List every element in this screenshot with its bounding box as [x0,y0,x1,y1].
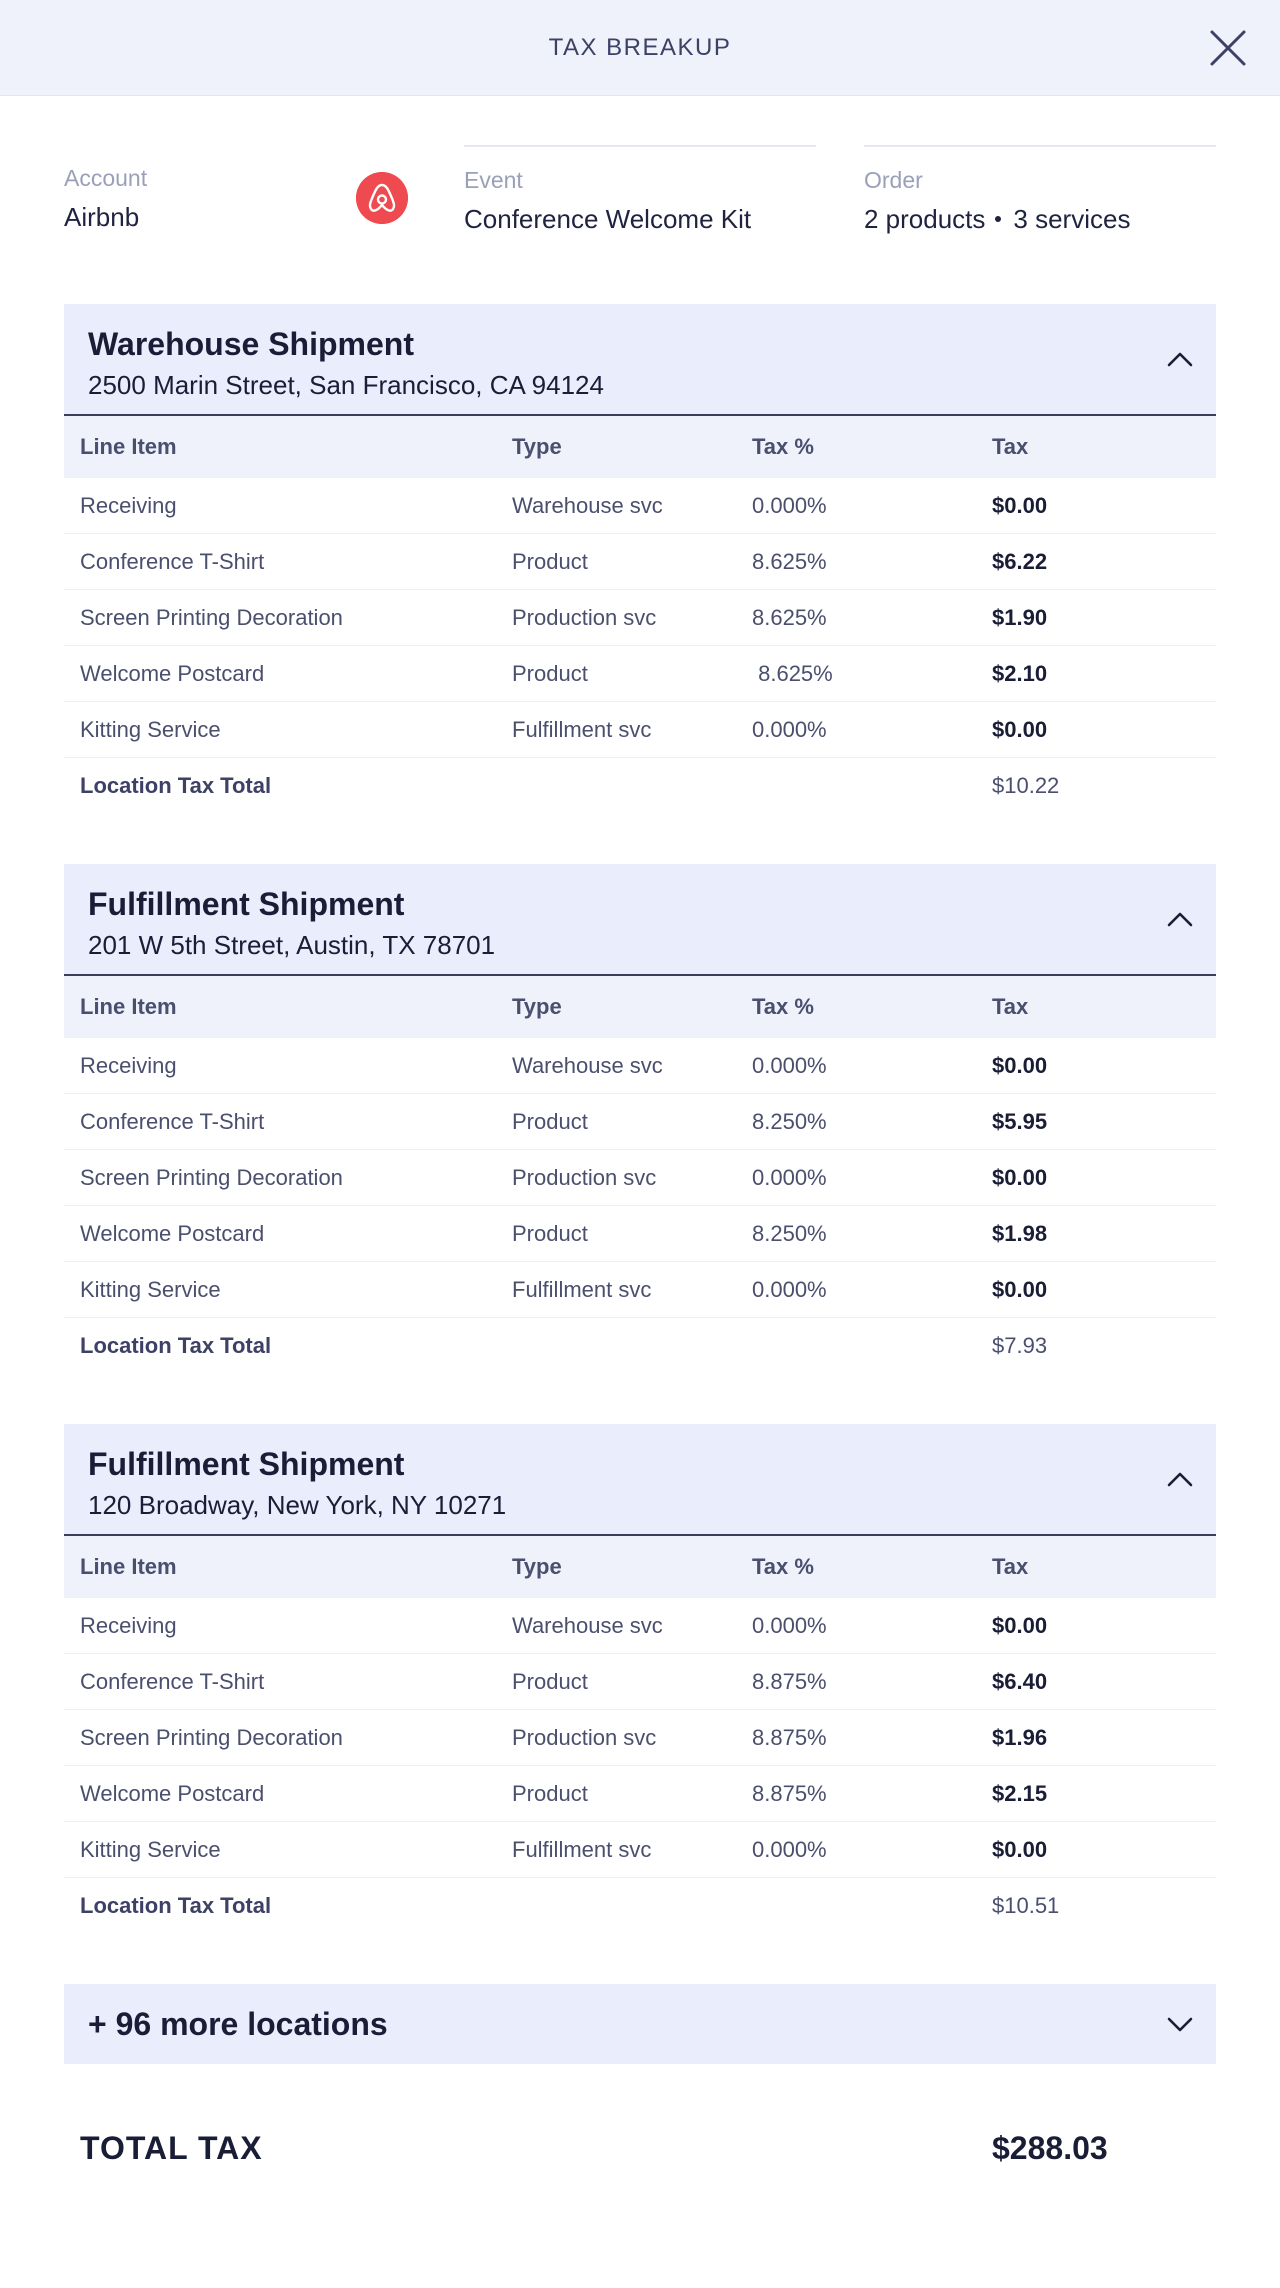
location-total-value: $7.93 [992,1333,1048,1358]
line-type: Product [512,1108,588,1134]
order-value [864,201,1216,237]
modal-title: TAX BREAKUP [548,34,732,61]
order-label: Order [864,167,923,193]
order-products: 2 products [864,204,986,234]
location-total-row [64,1878,1216,1934]
col-tax: Tax [992,434,1029,459]
location-address: 201 W 5th Street, Austin, TX 78701 [88,930,496,960]
modal-header [0,0,1280,96]
table-header [64,416,1216,478]
line-tax-pct: 8.875% [752,1668,827,1694]
location-header[interactable] [64,304,1216,416]
event-info [464,145,816,237]
line-type: Production svc [512,604,657,630]
line-item: Conference T-Shirt [80,548,265,574]
table-row [64,1822,1216,1878]
location-title: Fulfillment Shipment [88,886,405,922]
line-item: Receiving [80,492,177,518]
col-tax: Tax [992,1554,1029,1579]
chevron-up-icon[interactable] [1164,904,1196,936]
table-row [64,1598,1216,1654]
location-address: 120 Broadway, New York, NY 10271 [88,1490,507,1520]
col-tax: Tax [992,994,1029,1019]
line-type: Warehouse svc [512,1612,663,1638]
location-total-value: $10.22 [992,773,1060,798]
line-item: Welcome Postcard [80,1220,265,1246]
line-tax-pct: 8.625% [752,604,827,630]
line-type: Fulfillment svc [512,1276,652,1302]
location-header[interactable] [64,864,1216,976]
total-tax-row [80,2130,1180,2180]
col-type: Type [512,1554,562,1579]
location-section [64,304,1216,814]
col-type: Type [512,994,562,1019]
line-tax-pct: 8.875% [752,1780,827,1806]
table-header [64,976,1216,1038]
line-item: Welcome Postcard [80,660,265,686]
airbnb-logo-icon [356,172,408,224]
table-header [64,1536,1216,1598]
location-header[interactable] [64,1424,1216,1536]
table-row [64,534,1216,590]
order-services: 3 services [1013,204,1131,234]
line-tax: $1.96 [992,1724,1048,1750]
location-title: Warehouse Shipment [88,326,414,362]
line-tax-pct: 8.625% [752,660,833,686]
event-label: Event [464,167,523,193]
table-row [64,590,1216,646]
line-type: Production svc [512,1724,657,1750]
table-row [64,1654,1216,1710]
line-tax-pct: 8.250% [752,1220,827,1246]
line-tax: $6.22 [992,548,1048,574]
location-address: 2500 Marin Street, San Francisco, CA 94124 [88,370,604,400]
table-row [64,478,1216,534]
line-item: Receiving [80,1612,177,1638]
line-type: Warehouse svc [512,1052,663,1078]
line-tax-pct: 8.875% [752,1724,827,1750]
table-row [64,1710,1216,1766]
col-line-item: Line Item [80,434,177,459]
chevron-down-icon[interactable] [1164,2008,1196,2040]
line-tax: $0.00 [992,1052,1048,1078]
table-row [64,1766,1216,1822]
line-item: Conference T-Shirt [80,1668,265,1694]
line-item: Conference T-Shirt [80,1108,265,1134]
table-row [64,1150,1216,1206]
line-item: Welcome Postcard [80,1780,265,1806]
location-total-label: Location Tax Total [80,773,272,798]
table-row [64,1094,1216,1150]
line-tax: $0.00 [992,492,1048,518]
table-row [64,1206,1216,1262]
order-info [864,145,1216,237]
more-locations-label: + 96 more locations [88,2006,388,2042]
table-row [64,1038,1216,1094]
line-item: Receiving [80,1052,177,1078]
line-tax-pct: 0.000% [752,716,827,742]
location-section [64,864,1216,1374]
order-summary [64,145,1216,255]
line-tax-pct: 0.000% [752,1052,827,1078]
chevron-up-icon[interactable] [1164,1464,1196,1496]
line-tax: $2.15 [992,1780,1048,1806]
table-row [64,1262,1216,1318]
line-tax: $0.00 [992,1612,1048,1638]
line-item: Kitting Service [80,716,221,742]
chevron-up-icon[interactable] [1164,344,1196,376]
location-title: Fulfillment Shipment [88,1446,405,1482]
account-label: Account [64,165,148,191]
line-item: Screen Printing Decoration [80,1164,343,1190]
line-tax: $0.00 [992,1164,1048,1190]
col-line-item: Line Item [80,994,177,1019]
col-tax-pct: Tax % [752,994,814,1019]
location-total-row [64,1318,1216,1374]
line-tax-pct: 8.625% [752,548,827,574]
line-tax: $0.00 [992,1836,1048,1862]
col-tax-pct: Tax % [752,1554,814,1579]
line-tax-pct: 8.250% [752,1108,827,1134]
line-type: Product [512,660,588,686]
line-type: Fulfillment svc [512,716,652,742]
line-item: Screen Printing Decoration [80,1724,343,1750]
location-total-label: Location Tax Total [80,1333,272,1358]
line-type: Product [512,1220,588,1246]
line-item: Kitting Service [80,1276,221,1302]
line-type: Product [512,548,588,574]
line-tax: $1.90 [992,604,1048,630]
line-tax: $1.98 [992,1220,1048,1246]
separator-dot [995,216,1001,222]
account-info [64,145,147,235]
table-row [64,646,1216,702]
location-total-value: $10.51 [992,1893,1060,1918]
col-tax-pct: Tax % [752,434,814,459]
line-item: Kitting Service [80,1836,221,1862]
line-type: Fulfillment svc [512,1836,652,1862]
line-type: Warehouse svc [512,492,663,518]
col-line-item: Line Item [80,1554,177,1579]
more-locations-toggle[interactable] [64,1984,1216,2064]
line-type: Production svc [512,1164,657,1190]
location-section [64,1424,1216,1934]
line-tax-pct: 0.000% [752,1612,827,1638]
account-value: Airbnb [64,202,140,232]
event-value: Conference Welcome Kit [464,204,752,234]
line-type: Product [512,1780,588,1806]
total-tax-value: $288.03 [992,2130,1108,2166]
close-icon[interactable] [1208,28,1248,68]
line-tax: $2.10 [992,660,1048,686]
line-tax-pct: 0.000% [752,492,827,518]
line-tax-pct: 0.000% [752,1836,827,1862]
location-total-row [64,758,1216,814]
col-type: Type [512,434,562,459]
line-tax: $6.40 [992,1668,1048,1694]
line-tax-pct: 0.000% [752,1164,827,1190]
total-tax-label: TOTAL TAX [80,2130,263,2166]
table-row [64,702,1216,758]
line-tax: $0.00 [992,1276,1048,1302]
line-tax: $0.00 [992,716,1048,742]
line-tax: $5.95 [992,1108,1048,1134]
line-tax-pct: 0.000% [752,1276,827,1302]
line-item: Screen Printing Decoration [80,604,343,630]
line-type: Product [512,1668,588,1694]
location-total-label: Location Tax Total [80,1893,272,1918]
